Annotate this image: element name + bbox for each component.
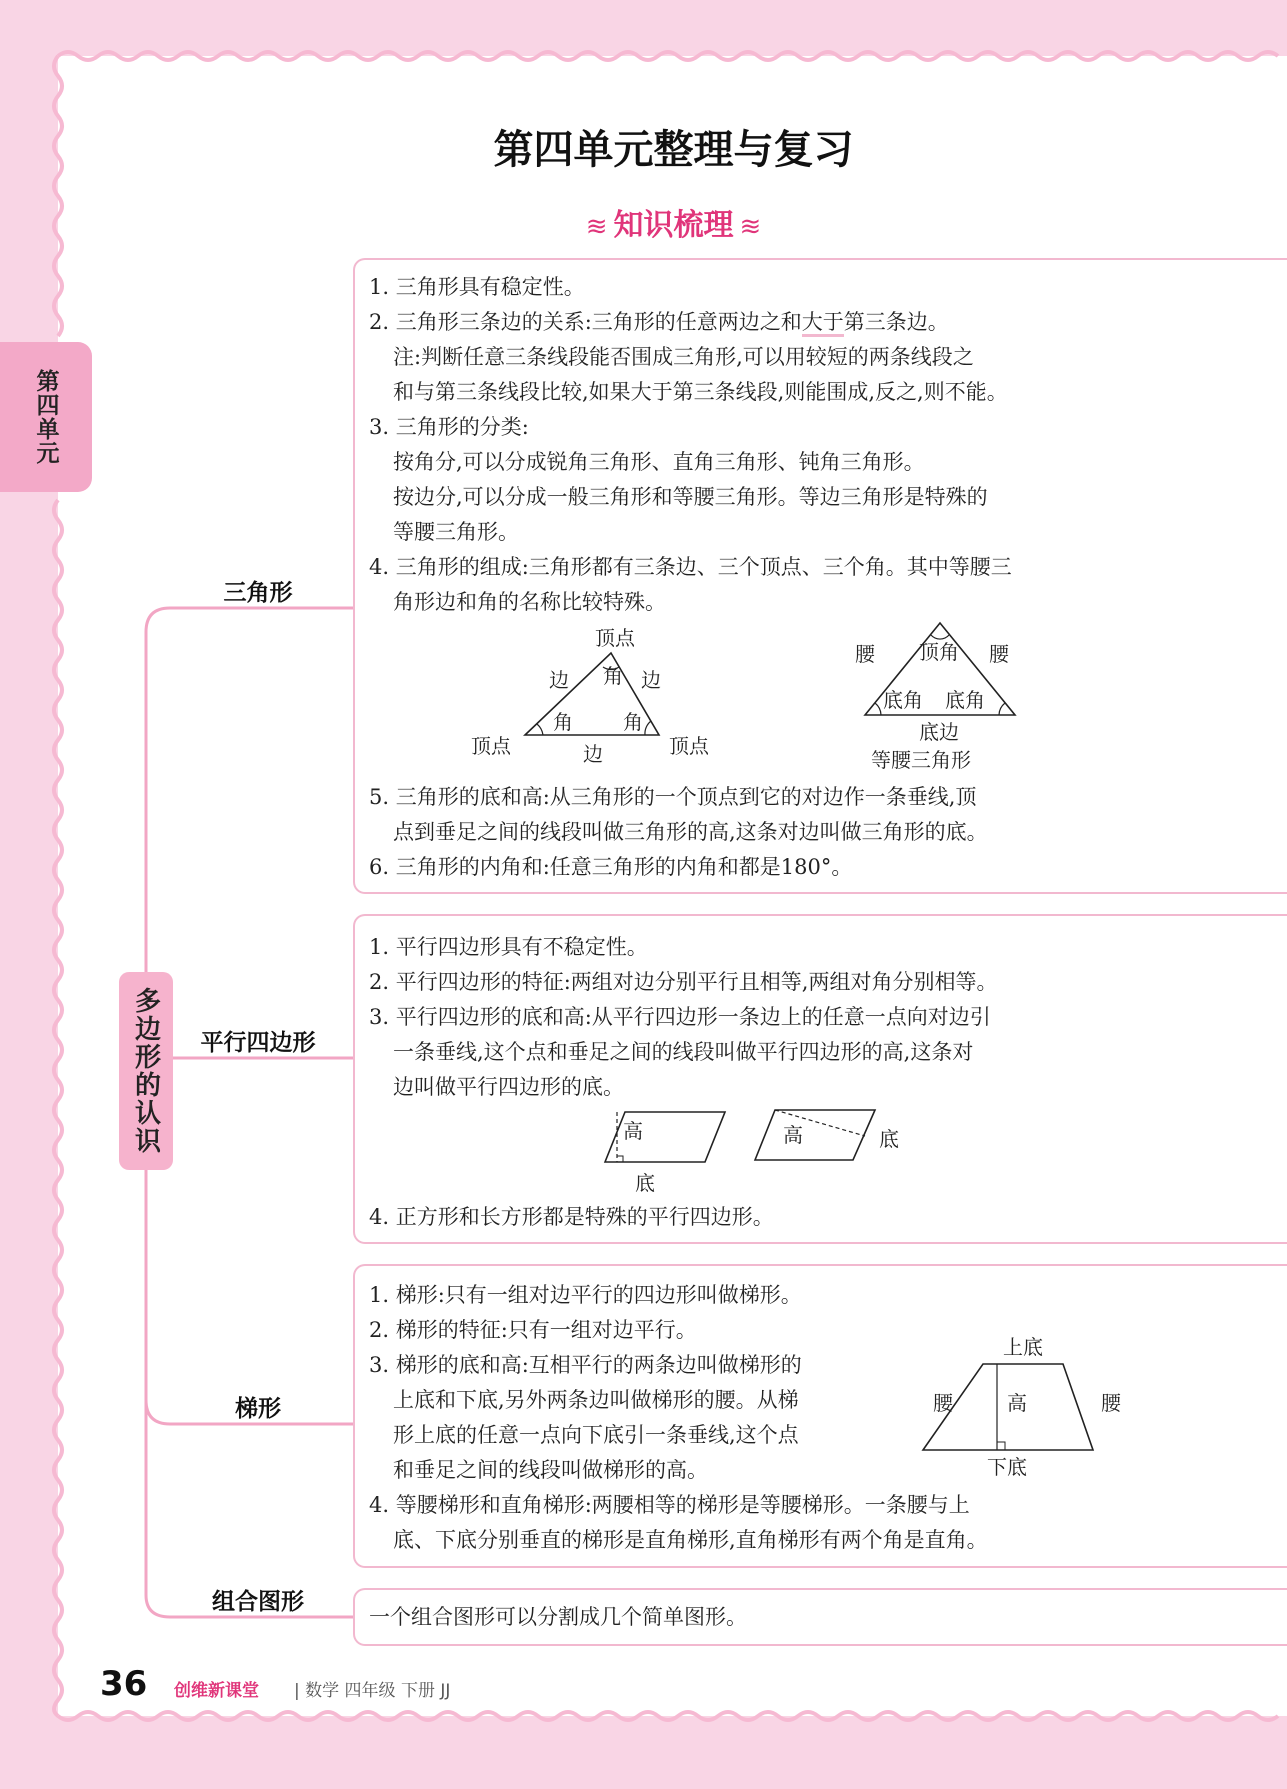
triangle-line-5: 5. 三角形的底和高:从三角形的一个顶点到它的对边作一条垂线,顶 (369, 785, 977, 809)
label-left-angle: 角 (553, 710, 573, 734)
label-bottom-base: 下底 (987, 1455, 1027, 1476)
triangle-line-classify-angle: 按角分,可以分成锐角三角形、直角三角形、钝角三角形。 (393, 450, 925, 474)
label-bottom-side: 边 (583, 742, 603, 765)
unit-side-tab-label: 第四单元 (32, 369, 59, 465)
branch-label-triangle: 三角形 (223, 580, 293, 606)
triangle-line-3: 3. 三角形的分类: (369, 415, 529, 439)
triangle-line-6: 6. 三角形的内角和:任意三角形的内角和都是180°。 (369, 855, 853, 879)
triangle-line-1: 1. 三角形具有稳定性。 (369, 275, 585, 299)
triangle-section-box (353, 258, 1287, 894)
trapezoid-line-1: 1. 梯形:只有一组对边平行的四边形叫做梯形。 (369, 1283, 802, 1307)
section-subtitle-text: 知识梳理 (613, 208, 734, 243)
composite-section-box (353, 1588, 1287, 1646)
label-height-2: 高 (783, 1123, 803, 1147)
triangle-line-4: 4. 三角形的组成:三角形都有三条边、三个顶点、三个角。其中等腰三 (369, 555, 1012, 579)
trapezoid-line-2: 2. 梯形的特征:只有一组对边平行。 (369, 1318, 697, 1342)
branch-label-composite: 组合图形 (212, 1589, 304, 1615)
trapezoid-line-3: 3. 梯形的底和高:互相平行的两条边叫做梯形的 (369, 1353, 802, 1377)
highlight-greater-than: 大于 (802, 310, 844, 337)
parallelogram-line-3-cont2: 边叫做平行四边形的底。 (393, 1075, 624, 1099)
label-right-leg: 腰 (989, 642, 1009, 666)
triangle-line-note-1: 注:判断任意三条线段能否围成三角形,可以用较短的两条线段之 (393, 345, 974, 369)
label-left-vertex: 顶点 (471, 734, 511, 758)
trapezoid-line-3-cont3: 和垂足之间的线段叫做梯形的高。 (393, 1458, 708, 1482)
trapezoid-line-3-cont2: 形上底的任意一点向下底引一条垂线,这个点 (393, 1423, 799, 1447)
parallelogram-line-2: 2. 平行四边形的特征:两组对边分别平行且相等,两组对角分别相等。 (369, 970, 998, 994)
triangle-line-classify-side-2: 等腰三角形。 (393, 520, 519, 544)
label-base: 底边 (919, 720, 959, 744)
label-top-angle: 角 (603, 664, 623, 688)
isosceles-triangle-diagram (855, 615, 1075, 775)
parallelogram-height-diagram (595, 1106, 1015, 1206)
triangle-line-5-cont: 点到垂足之间的线段叫做三角形的高,这条对边叫做三角形的底。 (393, 820, 988, 844)
label-right-vertex: 顶点 (669, 734, 709, 758)
triangle-parts-diagram (465, 625, 725, 765)
label-base-1: 底 (635, 1171, 655, 1195)
trapezoid-diagram (915, 1326, 1165, 1476)
label-trapezoid-right-leg: 腰 (1101, 1391, 1121, 1415)
triangle-line-4-cont: 角形边和角的名称比较特殊。 (393, 590, 666, 614)
label-base-angle-left: 底角 (883, 688, 923, 712)
parallelogram-line-3-cont: 一条垂线,这个点和垂足之间的线段叫做平行四边形的高,这条对 (393, 1040, 974, 1064)
triangle-line-note-2: 和与第三条线段比较,如果大于第三条线段,则能围成,反之,则不能。 (393, 380, 1008, 404)
label-left-side: 边 (549, 668, 569, 692)
label-base-2: 底 (879, 1127, 899, 1151)
label-isosceles-caption: 等腰三角形 (871, 748, 971, 772)
parallelogram-line-1: 1. 平行四边形具有不稳定性。 (369, 935, 648, 959)
parallelogram-line-4: 4. 正方形和长方形都是特殊的平行四边形。 (369, 1205, 774, 1229)
label-left-leg: 腰 (855, 642, 875, 666)
label-trapezoid-left-leg: 腰 (933, 1391, 953, 1415)
root-node-label: 多边形的认识 (130, 987, 161, 1155)
composite-line-1: 一个组合图形可以分割成几个简单图形。 (369, 1605, 747, 1629)
label-top-base: 上底 (1003, 1335, 1043, 1359)
parallelogram-line-3: 3. 平行四边形的底和高:从平行四边形一条边上的任意一点向对边引 (369, 1005, 991, 1029)
label-vertex-angle: 顶角 (919, 640, 959, 664)
trapezoid-line-4-cont: 底、下底分别垂直的梯形是直角梯形,直角梯形有两个角是直角。 (393, 1528, 988, 1552)
page-number: 36 (100, 1664, 148, 1704)
root-node (119, 972, 173, 1170)
label-base-angle-right: 底角 (945, 688, 985, 712)
trapezoid-section-box (353, 1264, 1287, 1568)
trapezoid-line-4: 4. 等腰梯形和直角梯形:两腰相等的梯形是等腰梯形。一条腰与上 (369, 1493, 970, 1517)
triangle-line-2: 2. 三角形三条边的关系:三角形的任意两边之和大于第三条边。 (369, 307, 949, 337)
footer-info: | 数学 四年级 下册 JJ (294, 1681, 451, 1701)
label-right-angle: 角 (623, 710, 643, 734)
label-height-1: 高 (623, 1119, 643, 1143)
label-top-vertex: 顶点 (595, 626, 635, 650)
parallelogram-section-box (353, 914, 1287, 1244)
branch-label-parallelogram: 平行四边形 (200, 1030, 316, 1056)
triangle-line-classify-side: 按边分,可以分成一般三角形和等腰三角形。等边三角形是特殊的 (393, 485, 988, 509)
branch-label-trapezoid: 梯形 (235, 1396, 281, 1422)
trapezoid-line-3-cont: 上底和下底,另外两条边叫做梯形的腰。从梯 (393, 1388, 799, 1412)
page-title: 第四单元整理与复习 (493, 127, 854, 173)
label-trapezoid-height: 高 (1007, 1391, 1027, 1415)
footer-brand: 创维新课堂 (174, 1681, 259, 1701)
wave-decoration-right-icon: ≋ (739, 212, 762, 242)
label-right-side: 边 (641, 668, 661, 692)
wave-decoration-left-icon: ≋ (585, 212, 608, 242)
